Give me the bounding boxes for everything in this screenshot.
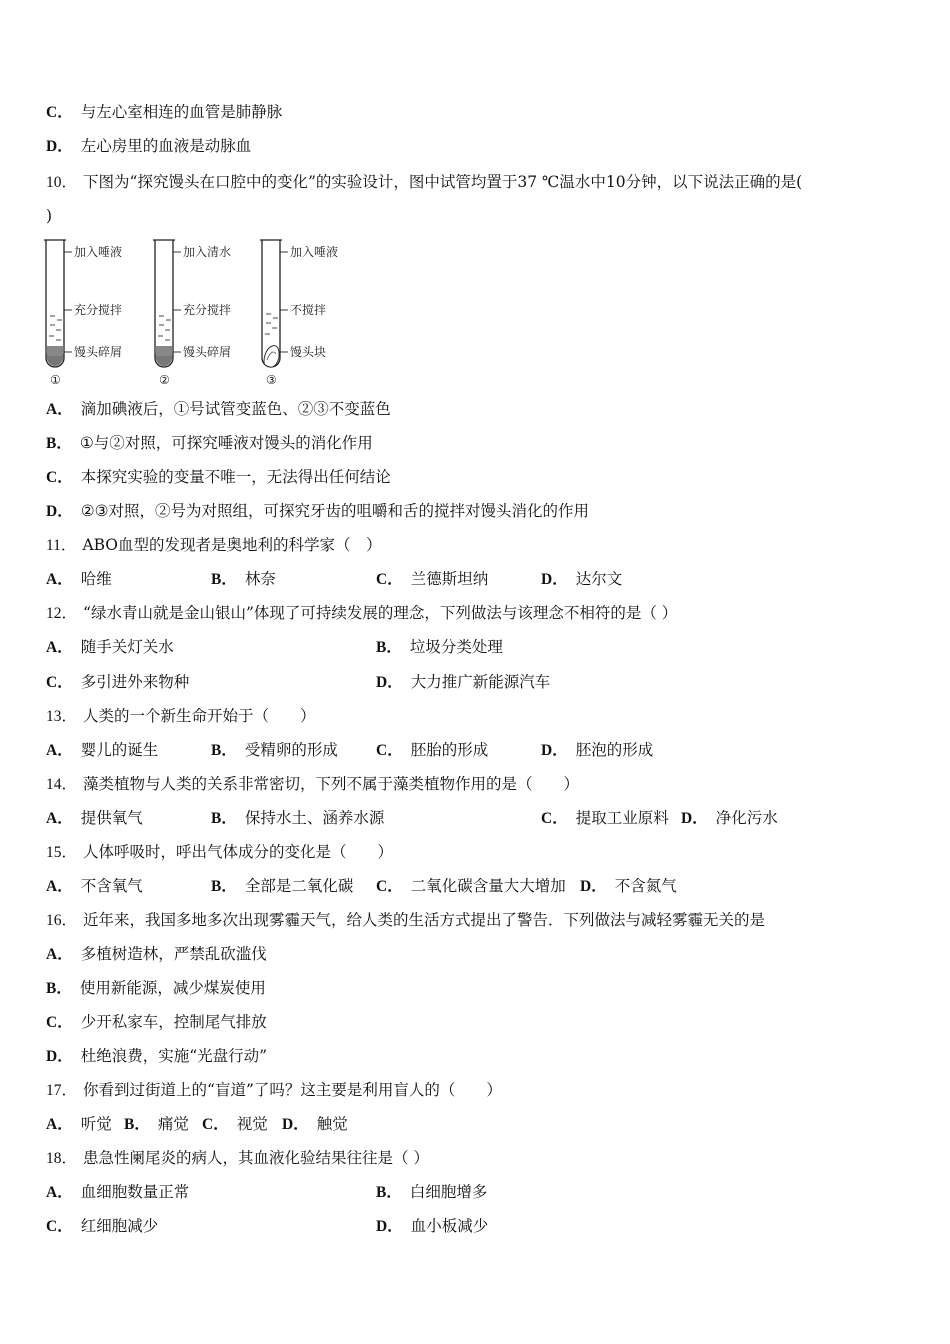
q12-stem [46, 603, 677, 624]
q13-option-b [211, 740, 338, 761]
tube-1-bottom-label: 馒头碎屑 [74, 345, 123, 359]
option-text: 不含氧气 [80, 877, 143, 895]
q9-option-d [46, 136, 251, 157]
option-text: 净化污水 [715, 809, 778, 827]
option-text: 听觉 [80, 1115, 112, 1133]
option-label: D． [681, 810, 708, 827]
question-text: 藻类植物与人类的关系非常密切，下列不属于藻类植物作用的是（ ） [83, 775, 580, 793]
option-text: 左心房里的血液是动脉血 [80, 137, 252, 155]
option-label: D． [376, 674, 403, 691]
q17-option-c [202, 1114, 268, 1135]
option-text: 婴儿的诞生 [80, 741, 159, 759]
option-label: A． [46, 1184, 73, 1201]
option-label: B． [376, 639, 402, 656]
q11-option-b [211, 569, 276, 590]
option-label: D． [541, 571, 568, 588]
option-text: 视觉 [236, 1115, 268, 1133]
q11-option-c [376, 569, 488, 590]
q14-option-c [541, 808, 669, 829]
q12-option-c [46, 672, 189, 693]
option-text: 血细胞数量正常 [80, 1183, 190, 1201]
option-label: C． [376, 742, 403, 759]
tube-3-number: ③ [266, 373, 277, 387]
option-label: D． [376, 1218, 403, 1235]
q10-option-d [46, 501, 589, 522]
tube-1-number: ① [50, 373, 61, 387]
tube-1-middle-label: 充分搅拌 [74, 303, 123, 317]
option-text: 保持水土、涵养水源 [244, 809, 385, 827]
q17-option-b [124, 1114, 189, 1135]
option-text: 滴加碘液后，①号试管变蓝色、②③不变蓝色 [80, 400, 391, 418]
option-text: 二氧化碳含量大大增加 [410, 877, 566, 895]
question-text: 患急性阑尾炎的病人，其血液化验结果往往是（ ） [83, 1149, 429, 1167]
option-text: 林奈 [244, 570, 276, 588]
option-text: 与左心室相连的血管是肺静脉 [80, 103, 283, 121]
q10-option-c [46, 467, 391, 488]
question-number: 15． [46, 844, 78, 861]
option-label: D． [541, 742, 568, 759]
option-label: B． [124, 1116, 150, 1133]
option-text: 少开私家车，控制尾气排放 [80, 1013, 267, 1031]
question-text: 人体呼吸时，呼出气体成分的变化是（ ） [83, 843, 394, 861]
tube-2-top-label: 加入清水 [183, 245, 232, 259]
q11-option-d [541, 569, 622, 590]
q14-option-d [681, 808, 778, 829]
q17-option-a [46, 1114, 112, 1135]
option-label: B． [46, 980, 72, 997]
question-text: 下图为“探究馒头在口腔中的变化”的实验设计，图中试管均置于37 ℃温水中10分钟，以下说法正确的是( [83, 173, 803, 191]
q15-option-d [580, 876, 677, 897]
option-text: 痛觉 [157, 1115, 189, 1133]
q13-option-a [46, 740, 158, 761]
q18-option-a [46, 1182, 189, 1203]
q18-stem [46, 1148, 429, 1169]
q9-option-c [46, 102, 282, 123]
tube-1 [44, 240, 122, 387]
q15-option-b [211, 876, 353, 897]
option-text: 白细胞增多 [409, 1183, 488, 1201]
option-text: 多引进外来物种 [80, 673, 190, 691]
question-number: 10． [46, 174, 78, 191]
option-text: ②③对照，②号为对照组，可探究牙齿的咀嚼和舌的搅拌对馒头消化的作用 [80, 502, 589, 520]
option-text: 胚胎的形成 [410, 741, 489, 759]
tube-3 [260, 240, 338, 387]
question-text: 你看到过街道上的“盲道”了吗？这主要是利用盲人的（ ） [83, 1081, 502, 1099]
option-label: B． [376, 1184, 402, 1201]
option-text: 大力推广新能源汽车 [410, 673, 551, 691]
question-text: ABO血型的发现者是奥地利的科学家（ ） [82, 536, 382, 554]
question-text-end: ) [46, 207, 53, 225]
q10-stem [46, 172, 802, 193]
q16-option-b [46, 978, 266, 999]
option-text: 全部是二氧化碳 [244, 877, 354, 895]
question-text: 人类的一个新生命开始于（ ） [83, 707, 316, 725]
q17-option-d [282, 1114, 348, 1135]
option-label: A． [46, 639, 73, 656]
question-number: 17． [46, 1082, 78, 1099]
option-text: 胚泡的形成 [575, 741, 654, 759]
option-label: D． [282, 1116, 309, 1133]
q11-option-a [46, 569, 112, 590]
option-text: 受精卵的形成 [244, 741, 338, 759]
option-label: D． [46, 1048, 73, 1065]
q13-option-c [376, 740, 488, 761]
q10-option-a [46, 399, 391, 420]
tube-3-top-label: 加入唾液 [290, 245, 339, 259]
option-text: 不含氮气 [614, 877, 677, 895]
option-label: D． [46, 503, 73, 520]
option-text: 哈维 [80, 570, 112, 588]
q18-option-c [46, 1216, 158, 1237]
option-label: A． [46, 878, 73, 895]
q13-stem [46, 706, 316, 727]
option-label: A． [46, 946, 73, 963]
question-number: 13． [46, 708, 78, 725]
option-text: 提供氧气 [80, 809, 143, 827]
option-label: D． [580, 878, 607, 895]
question-number: 11． [46, 537, 77, 554]
q12-option-b [376, 637, 503, 658]
option-label: B． [211, 878, 237, 895]
tube-3-bottom-label: 馒头块 [290, 345, 327, 359]
option-text: 垃圾分类处理 [409, 638, 503, 656]
option-text: 提取工业原料 [575, 809, 669, 827]
option-label: B． [211, 810, 237, 827]
option-label: C． [541, 810, 568, 827]
question-number: 14． [46, 776, 78, 793]
q16-stem [46, 910, 765, 931]
option-label: C． [46, 469, 73, 486]
q18-option-b [376, 1182, 487, 1203]
option-label: D． [46, 138, 73, 155]
q16-option-a [46, 944, 267, 965]
q13-option-d [541, 740, 653, 761]
option-label: A． [46, 1116, 73, 1133]
q18-option-d [376, 1216, 488, 1237]
tube-1-top-label: 加入唾液 [74, 245, 123, 259]
option-text: 本探究实验的变量不唯一，无法得出任何结论 [80, 468, 391, 486]
test-tube-diagram [42, 236, 352, 390]
option-label: C． [202, 1116, 229, 1133]
option-text: 触觉 [316, 1115, 348, 1133]
option-label: C． [46, 674, 73, 691]
q12-option-d [376, 672, 550, 693]
question-text: 近年来，我国多地多次出现雾霾天气，给人类的生活方式提出了警告．下列做法与减轻雾霾无关的是 [83, 911, 766, 929]
option-text: 红细胞减少 [80, 1217, 159, 1235]
q15-stem [46, 842, 393, 863]
option-label: C． [46, 1014, 73, 1031]
q10-stem-end [46, 206, 52, 226]
question-number: 18． [46, 1150, 78, 1167]
option-text: 血小板减少 [410, 1217, 489, 1235]
tube-2-number: ② [159, 373, 170, 387]
option-text: 随手关灯关水 [80, 638, 174, 656]
tube-2-bottom-label: 馒头碎屑 [183, 345, 232, 359]
option-label: A． [46, 742, 73, 759]
q14-option-b [211, 808, 384, 829]
option-label: A． [46, 810, 73, 827]
option-label: A． [46, 571, 73, 588]
option-label: C． [46, 1218, 73, 1235]
q16-option-c [46, 1012, 267, 1033]
option-label: B． [211, 742, 237, 759]
option-text: 达尔文 [575, 570, 623, 588]
option-text: 兰德斯坦纳 [410, 570, 489, 588]
q15-option-c [376, 876, 566, 897]
option-label: C． [376, 878, 403, 895]
question-number: 16． [46, 912, 78, 929]
q14-option-a [46, 808, 143, 829]
tube-2 [153, 240, 231, 387]
q14-stem [46, 774, 579, 795]
tube-3-middle-label: 不搅拌 [290, 303, 327, 317]
test-tube-figure [42, 236, 352, 390]
option-text: ①与②对照，可探究唾液对馒头的消化作用 [79, 434, 373, 452]
option-label: A． [46, 401, 73, 418]
q16-option-d [46, 1046, 267, 1067]
q11-stem [46, 535, 382, 556]
q10-option-b [46, 433, 373, 454]
question-number: 12． [46, 605, 78, 622]
q17-stem [46, 1080, 502, 1101]
option-label: B． [46, 435, 72, 452]
q15-option-a [46, 876, 143, 897]
q12-option-a [46, 637, 174, 658]
option-label: C． [376, 571, 403, 588]
option-label: C． [46, 104, 73, 121]
option-text: 杜绝浪费，实施“光盘行动” [80, 1047, 268, 1065]
option-text: 多植树造林，严禁乱砍滥伐 [80, 945, 267, 963]
tube-2-middle-label: 充分搅拌 [183, 303, 232, 317]
option-text: 使用新能源，减少煤炭使用 [79, 979, 266, 997]
question-text: “绿水青山就是金山银山”体现了可持续发展的理念，下列做法与该理念不相符的是（ ） [83, 604, 678, 622]
option-label: B． [211, 571, 237, 588]
